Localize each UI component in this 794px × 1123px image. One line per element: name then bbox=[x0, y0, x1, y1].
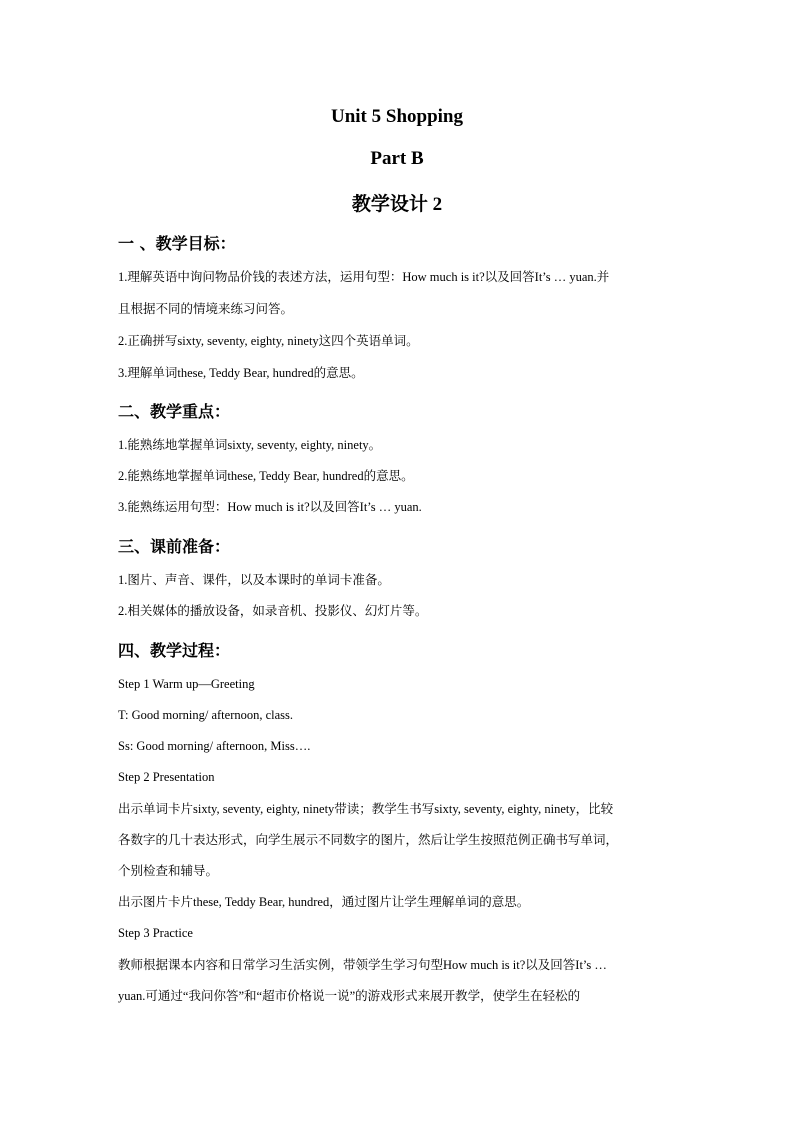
process-line-6: 各数字的几十表达形式，向学生展示不同数字的图片，然后让学生按照范例正确书写单词， bbox=[118, 833, 619, 847]
process-line-7: 个别检查和辅导。 bbox=[118, 864, 219, 878]
document-title: Unit 5 Shopping bbox=[330, 106, 463, 127]
objective-line-3: 3.理解单词these, Teddy Bear, hundred的意思。 bbox=[118, 366, 364, 380]
process-line-2: T: Good morning/ afternoon, class. bbox=[118, 708, 294, 722]
objective-line-2: 2.正确拼写sixty, seventy, eighty, ninety这四个英语单词。 bbox=[118, 334, 419, 348]
key-point-line-3: 3.能熟练运用句型：How much is it?以及回答It’s … yuan. bbox=[118, 500, 422, 514]
section-heading-key-points: 二、教学重点： bbox=[118, 402, 231, 421]
section-heading-preparation: 三、课前准备： bbox=[118, 537, 231, 556]
process-line-1: Step 1 Warm up—Greeting bbox=[118, 677, 255, 691]
section-heading-process: 四、教学过程： bbox=[118, 641, 231, 660]
process-line-10: 教师根据课本内容和日常学习生活实例，带领学生学习句型How much is it?以及回答It’s … bbox=[118, 958, 607, 972]
process-line-5: 出示单词卡片sixty, seventy, eighty, ninety带读；教学生书写sixty, seventy, eighty, ninety，比较 bbox=[118, 802, 614, 816]
preparation-line-2: 2.相关媒体的播放设备，如录音机、投影仪、幻灯片等。 bbox=[118, 604, 428, 618]
process-line-9: Step 3 Practice bbox=[118, 926, 193, 940]
objective-line-1: 1.理解英语中询问物品价钱的表述方法，运用句型：How much is it?以及回答It’s … yuan.并 bbox=[118, 270, 610, 284]
key-point-line-1: 1.能熟练地掌握单词sixty, seventy, eighty, ninety。 bbox=[118, 438, 382, 452]
process-line-3: Ss: Good morning/ afternoon, Miss…. bbox=[118, 739, 311, 753]
document-design-title: 教学设计 2 bbox=[351, 194, 443, 215]
key-point-line-2: 2.能熟练地掌握单词these, Teddy Bear, hundred的意思。 bbox=[118, 469, 414, 483]
objective-line-1-cont: 且根据不同的情境来练习问答。 bbox=[118, 302, 294, 316]
process-line-8: 出示图片卡片these, Teddy Bear, hundred，通过图片让学生理解单词的意思。 bbox=[118, 895, 530, 909]
process-line-4: Step 2 Presentation bbox=[118, 770, 215, 784]
preparation-line-1: 1.图片、声音、课件，以及本课时的单词卡准备。 bbox=[118, 573, 390, 587]
document-subtitle: Part B bbox=[370, 148, 424, 169]
section-heading-objectives: 一 、教学目标： bbox=[118, 234, 236, 253]
process-line-11: yuan.可通过“我问你答”和“超市价格说一说”的游戏形式来展开教学，使学生在轻松的 bbox=[118, 989, 581, 1003]
